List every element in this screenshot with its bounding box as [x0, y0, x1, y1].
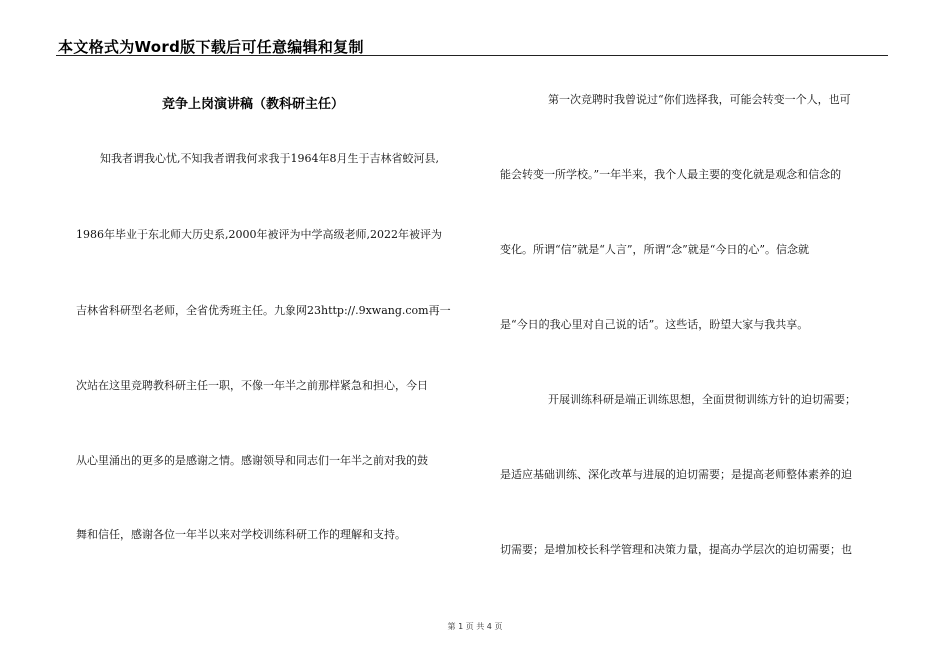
left-paragraph-line: 次站在这里竞聘教科研主任一职，不像一年半之前那样紧急和担心，今日: [76, 379, 428, 392]
right-paragraph-line: 变化。所谓“信”就是“人言”，所谓“念”就是“今日的心”。信念就: [500, 243, 809, 256]
left-paragraph-line: 1986年毕业于东北师大历史系,2000年被评为中学高级老师,2022年被评为: [76, 228, 442, 241]
header-divider: [56, 55, 888, 56]
left-paragraph-line: 舞和信任，感谢各位一年半以来对学校训练科研工作的理解和支持。: [76, 528, 406, 541]
right-paragraph-line: 是适应基础训练、深化改革与进展的迫切需要；是提高老师整体素养的迫: [500, 468, 852, 481]
left-paragraph-line: 知我者谓我心忧,不知我者谓我何求我于1964年8月生于吉林省蛟河县,: [100, 152, 439, 165]
page-title: 竞争上岗演讲稿（教科研主任）: [162, 97, 345, 112]
right-paragraph-line: 能会转变一所学校。”一年半来，我个人最主要的变化就是观念和信念的: [500, 168, 842, 181]
right-paragraph-line: 切需要；是增加校长科学管理和决策力量，提高办学层次的迫切需要；也: [500, 543, 852, 556]
right-paragraph-line: 开展训练科研是端正训练思想，全面贯彻训练方针的迫切需要；: [548, 393, 856, 406]
page-number: 第 1 页 共 4 页: [447, 622, 503, 631]
right-paragraph-line: 第一次竞聘时我曾说过“你们选择我，可能会转变一个人，也可: [548, 93, 851, 106]
document-header: 本文格式为Word版下载后可任意编辑和复制: [58, 38, 364, 56]
right-paragraph-line: 是“今日的我心里对自己说的话”。这些话，盼望大家与我共享。: [500, 318, 809, 331]
left-paragraph-line: 从心里涌出的更多的是感谢之情。感谢领导和同志们一年半之前对我的鼓: [76, 454, 428, 467]
left-paragraph-line: 吉林省科研型名老师，全省优秀班主任。九象网23http://.9xwang.com再一: [76, 304, 451, 317]
